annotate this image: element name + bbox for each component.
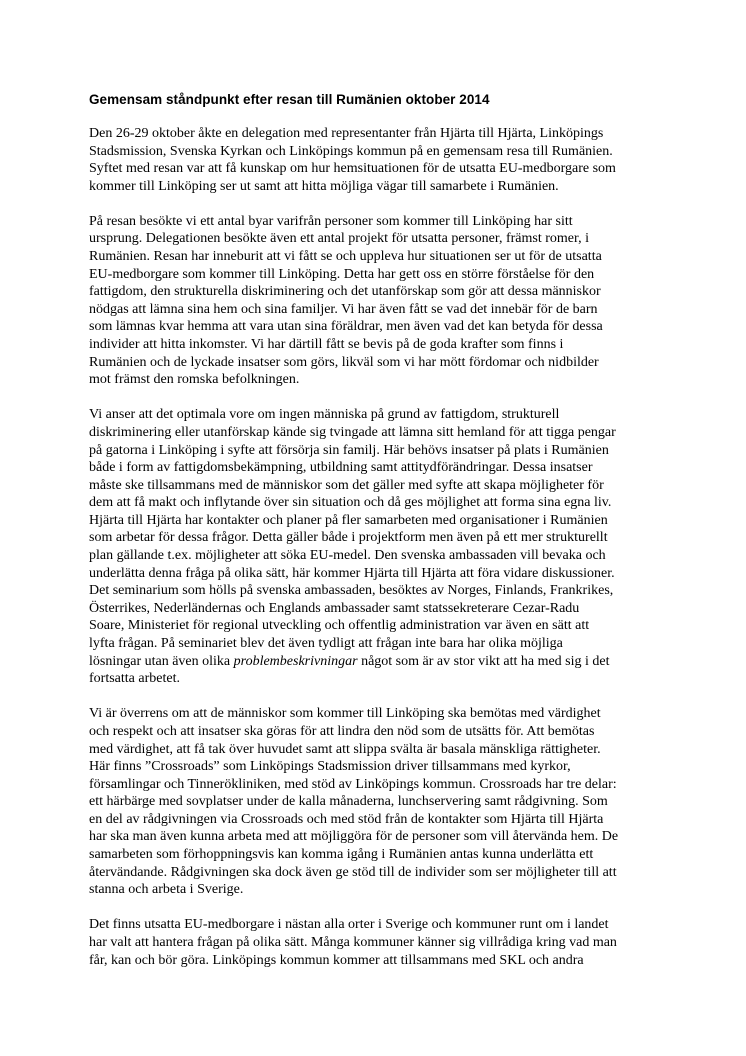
text-line: fortsatta arbetet. — [89, 671, 180, 687]
text-line: Stadsmission, Svenska Kyrkan och Linköpings kommun på en gemensam resa till Rumänien. — [89, 143, 613, 159]
text-line: fattigdom, den strukturella diskriminering och det utanförskap som gör att dessa människor — [89, 284, 601, 300]
text-line: stanna och arbeta i Sverige. — [89, 882, 244, 898]
text-line: diskriminering eller utanförskap kände sig tvingade att lämna sitt hemland för att tigga pengar — [89, 424, 616, 440]
text-line: nödgas att lämna sina hem och sina familjer. Vi har även fått se vad det innebär för de barn — [89, 301, 598, 317]
text-line: underlätta denna fråga på olika sätt, här kommer Hjärta till Hjärta att föra vidare diskussioner. — [89, 565, 615, 581]
text-line: ett härbärge med sovplatser under de kalla månaderna, lunchservering samt rådgivning. Som — [89, 794, 608, 810]
text-line: Det seminarium som hölls på svenska ambassaden, besöktes av Norges, Finlands, Frankrikes, — [89, 583, 614, 599]
document-body — [89, 91, 659, 987]
text-line: som arbetar för dessa frågor. Detta gäller både i projektform men även på ett mer strukturellt — [89, 530, 608, 546]
paragraph-1 — [89, 125, 659, 195]
text-line: Hjärta till Hjärta har kontakter och planer på fler samarbeten med organisationer i Rumänien — [89, 512, 608, 528]
text-line-with-emphasis — [89, 653, 659, 671]
text-line: samarbeten som förhoppningsvis kan komma igång i Rumänien antas kunna underlätta ett — [89, 847, 594, 863]
text-line: Vi anser att det optimala vore om ingen människa på grund av fattigdom, strukturell — [89, 407, 560, 423]
text-line: har valt att hantera frågan på olika sätt. Många kommuner känner sig villrådiga kring vad man — [89, 934, 617, 950]
text-line: på gatorna i Linköping i syfte att försörja sin familj. Här behövs insatser på plats i Rumänien — [89, 442, 609, 458]
text-line: Vi är överrens om att de människor som kommer till Linköping ska bemötas med värdighet — [89, 706, 601, 722]
text-line: Den 26-29 oktober åkte en delegation med representanter från Hjärta till Hjärta, Linköpings — [89, 126, 604, 141]
text-line: både i form av fattigdomsbekämpning, utbildning samt attitydförändringar. Dessa insatser — [89, 460, 593, 476]
text-line: Rumänien. Resan har inneburit att vi fått se och uppleva hur situationen ser ut för de utsatta — [89, 249, 602, 265]
document-title: Gemensam ståndpunkt efter resan till Rumänien oktober 2014 — [89, 92, 490, 107]
text-line: måste ske tillsammans med de människor som det gäller med syfte att skapa möjligheter för — [89, 477, 604, 493]
paragraph-2 — [89, 213, 659, 389]
text-line: Det finns utsatta EU-medborgare i nästan alla orter i Sverige och kommuner runt om i landet — [89, 917, 609, 933]
emphasized-text: problembeskrivningar — [233, 653, 358, 669]
text-line: församlingar och Tinnerökliniken, med stöd av Linköpings kommun. Crossroads har tre delar: — [89, 776, 617, 792]
text-line: Soare, Ministeriet för regional utveckling och offentlig administration var även en sätt att — [89, 618, 590, 634]
text-line: ursprung. Delegationen besökte även ett antal projekt för utsatta personer, främst romer, i — [89, 231, 589, 247]
text-line: Syftet med resan var att få kunskap om hur hemsituationen för de utsatta EU-medborgare som — [89, 161, 616, 177]
text-line: lyfta frågan. På seminariet blev det även tydligt att frågan inte bara har olika möjliga — [89, 636, 563, 652]
text-run: något som är av stor vikt att ha med sig i det — [357, 653, 610, 669]
text-line: med värdighet, att få tak över huvudet samt att slippa svälta är basala mänskliga rättigheter. — [89, 741, 601, 757]
text-line: har ska man även kunna arbeta med att möjliggöra för de personer som vill återvända hem. De — [89, 829, 619, 845]
paragraph-3 — [89, 406, 659, 688]
text-line: På resan besökte vi ett antal byar varifrån personer som kommer till Linköping har sitt — [89, 213, 573, 229]
text-line: dem att få makt och inflytande över sin situation och då ges möjlighet att forma sina egna liv. — [89, 495, 612, 511]
text-line: plan gällande t.ex. möjligheter att söka EU-medel. Den svenska ambassaden vill bevaka och — [89, 548, 606, 564]
text-line: får, kan och bör göra. Linköpings kommun kommer att tillsammans med SKL och andra — [89, 952, 584, 968]
text-line: EU-medborgare som kommer till Linköping. Detta har gett oss en större förståelse för den — [89, 266, 595, 282]
text-line: en del av rådgivningen via Crossroads och med stöd från de kontakter som Hjärta till Hjärta — [89, 811, 604, 827]
paragraph-5 — [89, 916, 659, 969]
text-run: lösningar utan även olika — [89, 653, 234, 669]
text-line: och respekt och att insatser ska göras för att lindra den nöd som de utsätts för. Att bemötas — [89, 723, 595, 739]
text-line: Österrikes, Nederländernas och Englands ambassader samt statssekreterare Cezar-Radu — [89, 600, 580, 616]
text-line: Rumänien och de lyckade insatser som görs, likväl som vi har mött fördomar och nidbilder — [89, 354, 599, 370]
text-line: kommer till Linköping ser ut samt att hitta möjliga vägar till samarbete i Rumänien. — [89, 178, 559, 194]
paragraph-4 — [89, 705, 659, 899]
text-line: återvändande. Rådgivningen ska dock även ge stöd till de individer som ser möjligheter till att — [89, 864, 617, 880]
text-line: Här finns ”Crossroads” som Linköpings Stadsmission driver tillsammans med kyrkor, — [89, 759, 571, 775]
text-line: individer att hitta inkomster. Vi har därtill fått se bevis på de goda krafter som finns i — [89, 337, 564, 353]
text-line: mot främst den romska befolkningen. — [89, 372, 300, 388]
text-line: som lämnas kvar hemma att vara utan sina föräldrar, men även vad det kan betyda för dessa — [89, 319, 603, 335]
